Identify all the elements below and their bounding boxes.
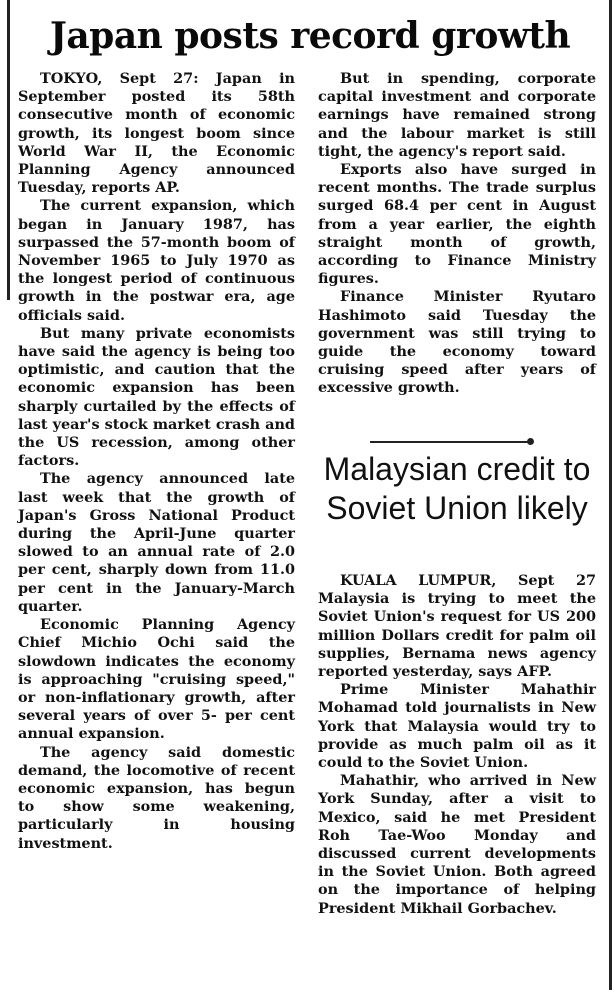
divider-dot: [527, 438, 534, 445]
article1-paragraph: The current expansion, which began in January 1987, has surpassed the 57-month boom of November 1965 to July 1970 as the longest period of continuous growth in the postwar era, age officials said.: [18, 197, 295, 324]
article1-left-column: [18, 70, 295, 853]
main-headline: Japan posts record growth: [49, 15, 571, 57]
article1-paragraph: But in spending, corporate capital investment and corporate earnings have remained strong and the labour market is still tight, the agency's report said.: [318, 70, 596, 160]
article1-paragraph: The agency announced late last week that the growth of Japan's Gross National Product during the April-June quarter slowed to an annual rate of 2.0 per cent, sharply down from 11.0 per cent in the January-March quarter.: [18, 470, 295, 615]
article2-paragraph: Mahathir, who arrived in New York Sunday, after a visit to Mexico, said he met President Roh Tae-Woo Monday and discussed current developments in the Soviet Union. Both agreed on the importance of helping President Mikhail Gorbachev.: [318, 772, 596, 917]
article1-right-column: [318, 70, 596, 398]
article1-paragraph: The agency said domestic demand, the locomotive of recent economic expansion, has begun to show some weakening, particularly in housing investment.: [18, 743, 295, 852]
article2-headline: Malaysian credit to Soviet Union likely: [323, 451, 591, 526]
article2-body: [318, 572, 596, 918]
article1-paragraph: Exports also have surged in recent months. The trade surplus surged 68.4 per cent in August from a year earlier, the eighth straight month of growth, according to Finance Ministry figures.: [318, 161, 596, 288]
article1-paragraph: Finance Minister Ryutaro Hashimoto said Tuesday the government was still trying to guide the economy toward cruising speed after years of excessive growth.: [318, 288, 596, 397]
article2-paragraph: KUALA LUMPUR, Sept 27 Malaysia is trying to meet the Soviet Union's request for US 200 million Dollars credit for palm oil supplies, Bernama news agency reported yesterday, says AFP.: [318, 572, 596, 681]
section-divider: [370, 441, 530, 443]
article1-paragraph: But many private economists have said the agency is being too optimistic, and caution that the economic expansion has been sharply curtailed by the effects of last year's stock market crash and the US recession, among other factors.: [18, 324, 295, 470]
article2-paragraph: Prime Minister Mahathir Mohamad told journalists in New York that Malaysia would try to provide as much palm oil as it could to the Soviet Union.: [318, 681, 596, 772]
article1-paragraph: Economic Planning Agency Chief Michio Ochi said the slowdown indicates the economy is approaching "cruising speed," or non-inflationary growth, after several years of over 5- per cent annual expansion.: [18, 616, 295, 743]
column-rule-right: [609, 0, 612, 990]
article1-paragraph: TOKYO, Sept 27: Japan in September posted its 58th consecutive month of economic growth, its longest boom since World War II, the Economic Planning Agency announced Tuesday, reports AP.: [18, 70, 295, 197]
